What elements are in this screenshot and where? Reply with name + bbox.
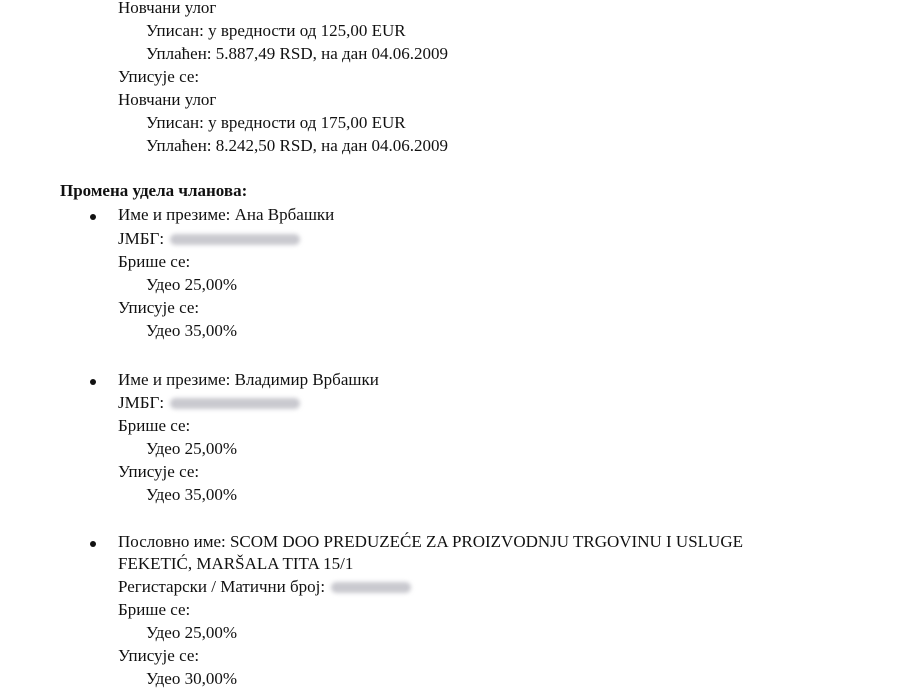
paid-value: Уплаћен: 8.242,50 RSD, на дан 04.06.2009 bbox=[146, 136, 449, 155]
subscribed-value: Уписан: у вредности од 125,00 EUR bbox=[146, 21, 406, 40]
added-share: Удео 35,00% bbox=[146, 321, 238, 340]
removed-label: Брише се: bbox=[118, 416, 191, 435]
added-label: Уписује се: bbox=[118, 298, 200, 317]
removed-share: Удео 25,00% bbox=[146, 275, 238, 294]
registered-label: Уписује се: bbox=[118, 67, 200, 86]
member-registry-row bbox=[118, 576, 411, 598]
member-id-row bbox=[118, 228, 300, 250]
removed-label: Брише се: bbox=[118, 252, 191, 271]
member-id-label: ЈМБГ: bbox=[118, 393, 165, 412]
member-name: Име и презиме: Ана Врбашки bbox=[118, 205, 335, 224]
cash-contribution-label: Новчани улог bbox=[118, 90, 217, 109]
redacted-registry-number bbox=[331, 582, 411, 593]
subscribed-value: Уписан: у вредности од 175,00 EUR bbox=[146, 113, 406, 132]
member-business-name-line-1: Пословно име: SCOM DOO PREDUZEĆE ZA PROIZVODNJU TRGOVINU I USLUGE bbox=[118, 532, 743, 551]
bullet-icon bbox=[90, 214, 96, 220]
bullet-icon bbox=[90, 541, 96, 547]
added-label: Уписује се: bbox=[118, 462, 200, 481]
member-name: Име и презиме: Владимир Врбашки bbox=[118, 370, 379, 389]
added-share: Удео 35,00% bbox=[146, 485, 238, 504]
paid-value: Уплаћен: 5.887,49 RSD, на дан 04.06.2009 bbox=[146, 44, 449, 63]
member-id-row bbox=[118, 392, 300, 414]
section-title: Промена удела чланова: bbox=[60, 181, 248, 200]
removed-share: Удео 25,00% bbox=[146, 439, 238, 458]
redacted-id bbox=[170, 398, 300, 409]
member-id-label: ЈМБГ: bbox=[118, 229, 165, 248]
redacted-id bbox=[170, 234, 300, 245]
removed-label: Брише се: bbox=[118, 600, 191, 619]
bullet-icon bbox=[90, 379, 96, 385]
member-registry-label: Регистарски / Матични број: bbox=[118, 577, 326, 596]
cash-contribution-label: Новчани улог bbox=[118, 0, 217, 17]
removed-share: Удео 25,00% bbox=[146, 623, 238, 642]
member-business-name-line-2: FEKETIĆ, MARŠALA TITA 15/1 bbox=[118, 554, 354, 573]
added-label: Уписује се: bbox=[118, 646, 200, 665]
added-share: Удео 30,00% bbox=[146, 669, 238, 688]
